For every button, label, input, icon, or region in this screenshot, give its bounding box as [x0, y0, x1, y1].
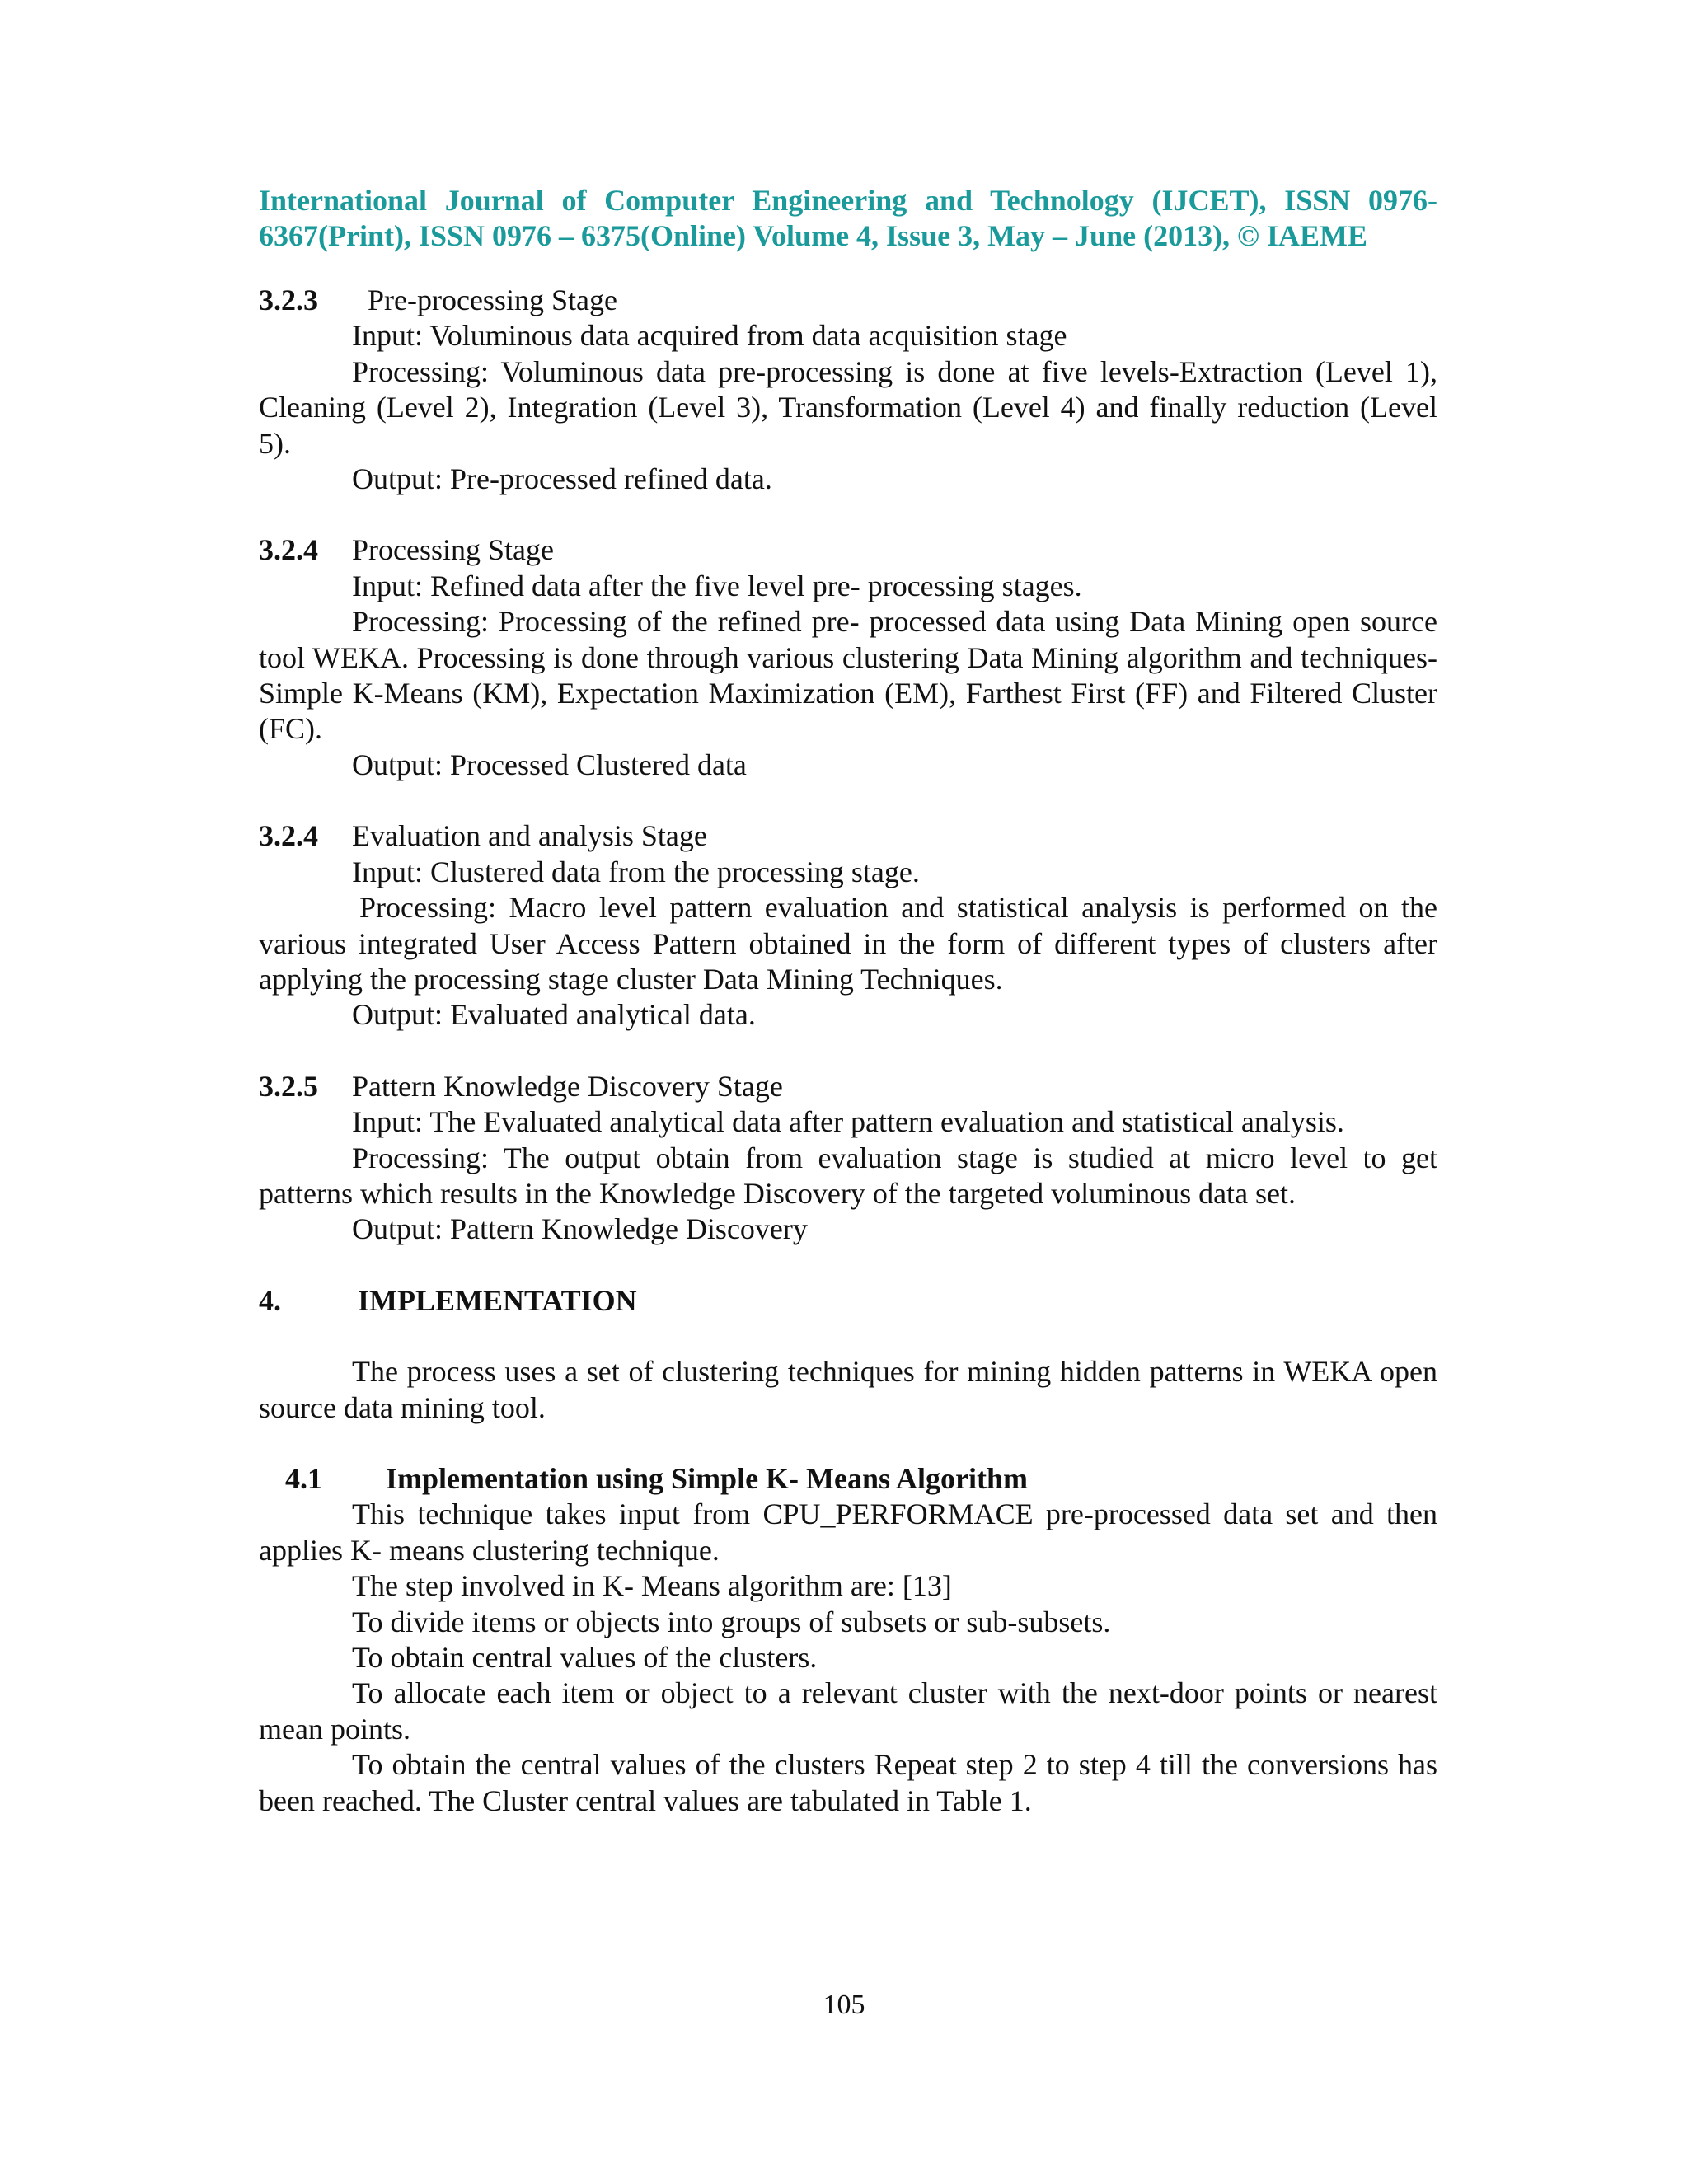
section-processing: Processing: Processing of the refined pre- processed data using Data Mining open source tool WEKA. Processing is done through various clustering Data Mining algorithm and techniques- Simple K-Means (KM), Expectation Maximization (EM), Farthest First (FF) and Filtered Cluster (FC).: [259, 605, 1437, 746]
section-input: Input: The Evaluated analytical data after pattern evaluation and statistical analysis.: [352, 1105, 1344, 1139]
kmeans-steps-intro: The step involved in K- Means algorithm are: [13]: [352, 1569, 952, 1603]
section-3-2-5: [259, 1069, 1437, 1248]
section-title: Evaluation and analysis Stage: [352, 819, 707, 853]
subsection-title: Implementation using Simple K- Means Algorithm: [386, 1461, 1029, 1495]
section-heading: [259, 532, 1437, 568]
section-title: IMPLEMENTATION: [358, 1283, 637, 1317]
section-4-implementation: [259, 1283, 1437, 1426]
section-title: Processing Stage: [352, 533, 554, 567]
subsection-heading: [259, 1461, 1437, 1497]
kmeans-step: To allocate each item or object to a relevant cluster with the next-door points or nearest mean points.: [259, 1676, 1437, 1746]
section-processing: Processing: The output obtain from evaluation stage is studied at micro level to get patterns which results in the Knowledge Discovery of the targeted voluminous data set.: [259, 1141, 1437, 1210]
section-number: 4.: [259, 1283, 281, 1317]
section-output: Output: Processed Clustered data: [352, 748, 747, 781]
body-content: [259, 283, 1437, 1819]
section-3-2-3: [259, 283, 1437, 497]
kmeans-paragraph: This technique takes input from CPU_PERFORMACE pre-processed data set and then applies K- means clustering technique.: [259, 1497, 1437, 1567]
section-input: Input: Voluminous data acquired from data acquisition stage: [352, 319, 1067, 353]
section-input: Input: Clustered data from the processing stage.: [352, 855, 920, 888]
kmeans-step: To obtain central values of the clusters.: [352, 1641, 818, 1674]
section-heading: [259, 1283, 1437, 1319]
section-output: Output: Pre-processed refined data.: [352, 462, 772, 496]
journal-header: International Journal of Computer Engineering and Technology (IJCET), ISSN 0976-6367(Print), ISSN 0976 – 6375(Online) Volume 4, Issue 3, May – June (2013), © IAEME: [259, 184, 1437, 252]
section-input: Input: Refined data after the five level pre- processing stages.: [352, 569, 1082, 602]
implementation-intro: The process uses a set of clustering techniques for mining hidden patterns in WEKA open source data mining tool.: [259, 1355, 1437, 1424]
page-number: 105: [823, 1990, 865, 2020]
section-number: 3.2.3: [259, 284, 318, 316]
section-3-2-4-processing: [259, 532, 1437, 783]
section-heading: [259, 818, 1437, 854]
section-output: Output: Evaluated analytical data.: [352, 998, 756, 1032]
section-output: Output: Pattern Knowledge Discovery: [352, 1212, 808, 1246]
section-number: 3.2.4: [259, 533, 318, 567]
section-4-1: [259, 1461, 1437, 1819]
section-title: Pattern Knowledge Discovery Stage: [352, 1069, 783, 1103]
section-processing: Processing: Voluminous data pre-processing is done at five levels-Extraction (Level 1), Cleaning (Level 2), Integration (Level 3), Transformation (Level 4) and finally reduction (Level 5).: [259, 354, 1437, 460]
section-heading: [259, 283, 1437, 318]
section-processing: Processing: Macro level pattern evaluation and statistical analysis is performed on the various integrated User Access Pattern obtained in the form of different types of clusters after applying the processing stage cluster Data Mining Techniques.: [259, 891, 1437, 996]
section-3-2-4-evaluation: [259, 818, 1437, 1033]
subsection-number: 4.1: [285, 1461, 322, 1495]
kmeans-step: To obtain the central values of the clusters Repeat step 2 to step 4 till the conversions has been reached. The Cluster central values are tabulated in Table 1.: [259, 1748, 1437, 1817]
section-number: 3.2.4: [259, 819, 318, 853]
kmeans-step: To divide items or objects into groups of subsets or sub-subsets.: [352, 1605, 1111, 1638]
section-number: 3.2.5: [259, 1069, 318, 1103]
section-title: Pre-processing Stage: [368, 284, 617, 316]
section-heading: [259, 1069, 1437, 1104]
